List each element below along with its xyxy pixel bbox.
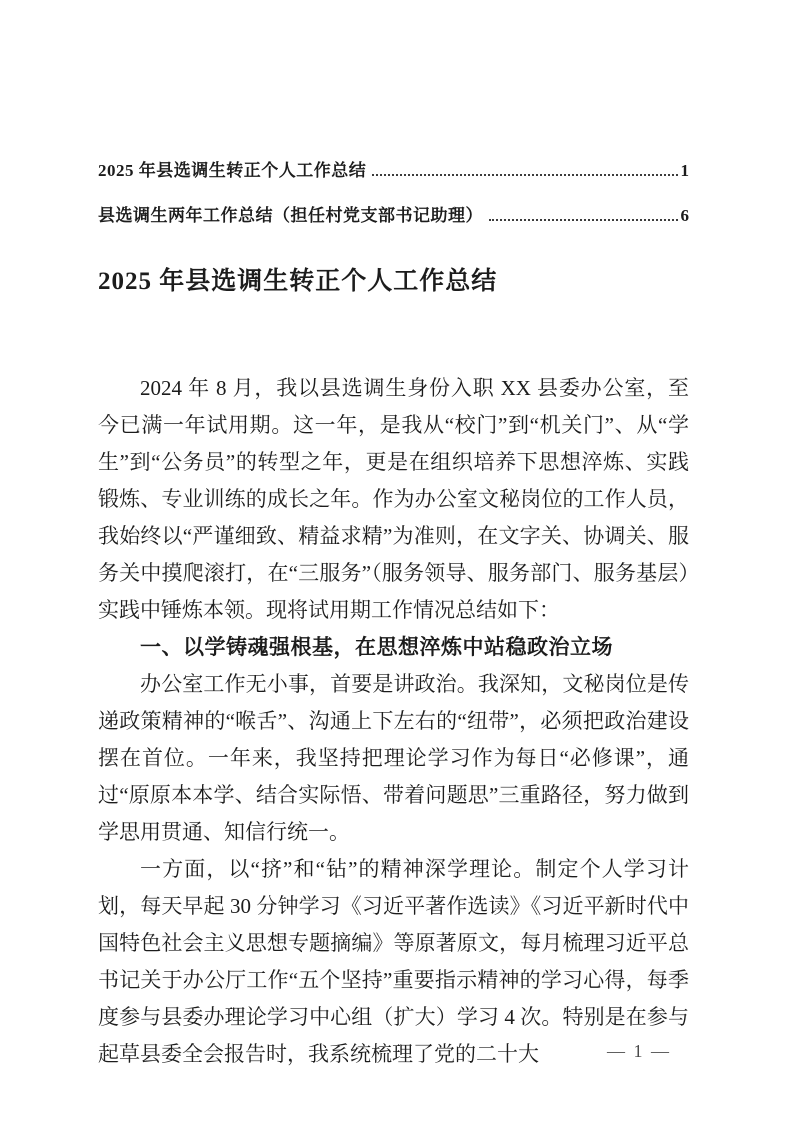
toc-page-number: 1 xyxy=(680,161,689,180)
toc-entry-1[interactable] xyxy=(98,160,689,182)
toc-entry-title: 2025 年县选调生转正个人工作总结 xyxy=(98,161,367,180)
table-of-contents xyxy=(98,160,689,227)
toc-dot-leader xyxy=(489,219,678,221)
document-title: 2025 年县选调生转正个人工作总结 xyxy=(98,268,498,295)
toc-entry-2[interactable] xyxy=(98,205,689,227)
intro-paragraph: 2024 年 8 月，我以县选调生身份入职 XX 县委办公室，至今已满一年试用期。这一年，是我从“校门”到“机关门”、从“学生”到“公务员”的转型之年，更是在组织培养下思想淬炼、实践锻炼、专业训练的成长之年。作为办公室文秘岗位的工作人员，我始终以“严谨细致、精益求精”为准则，在文字关、协调关、服务关中摸爬滚打，在“三服务”（服务领导、服务部门、服务基层）实践中锤炼本领。现将试用期工作情况总结如下： xyxy=(98,376,689,622)
section1-paragraph-2: 一方面，以“挤”和“钻”的精神深学理论。制定个人学习计划，每天早起 30 分钟学习《习近平著作选读》《习近平新时代中国特色社会主义思想专题摘编》等原著原文，每月梳理习近平总书记关于办公厅工作“五个坚持”重要指示精神的学习心得，每季度参与县委办理论学习中心组（扩大）学习 4 次。特别是在参与起草县委全会报告时，我系统梳理了党的二十大 xyxy=(98,857,689,1066)
section1-paragraph-1: 办公室工作无小事，首要是讲政治。我深知，文秘岗位是传递政策精神的“喉舌”、沟通上下左右的“纽带”，必须把政治建设摆在首位。一年来，我坚持把理论学习作为每日“必修课”，通过“原原本本学、结合实际悟、带着问题思”三重路径，努力做到学思用贯通、知信行统一。 xyxy=(98,672,689,844)
toc-dot-leader xyxy=(372,174,677,176)
toc-entry-title: 县选调生两年工作总结（担任村党支部书记助理） xyxy=(98,206,483,225)
page-number-footer: — 1 — xyxy=(607,1041,671,1061)
toc-page-number: 6 xyxy=(680,206,689,225)
section-heading-1: 一、以学铸魂强根基，在思想淬炼中站稳政治立场 xyxy=(140,636,613,659)
